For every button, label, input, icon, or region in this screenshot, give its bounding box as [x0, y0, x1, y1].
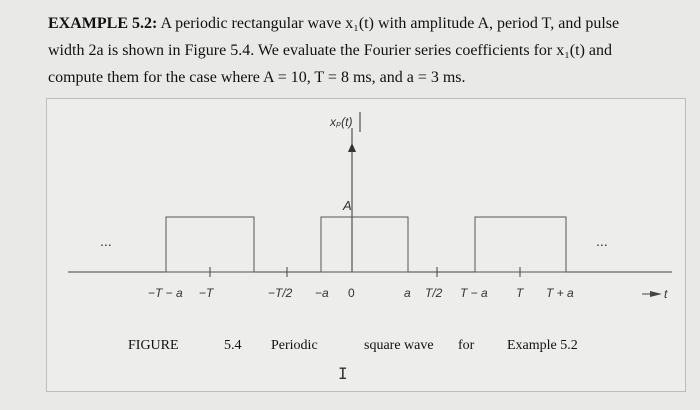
caption-square-wave: square wave — [364, 338, 434, 353]
text-cursor-icon: I — [338, 364, 348, 383]
caption-example-ref: Example 5.2 — [507, 338, 578, 353]
y-axis-label: xₚ(t) — [330, 115, 353, 129]
paragraph-line-2: width 2a is shown in Figure 5.4. We evaluate the Fourier series coefficients for x₁(t) and — [48, 42, 612, 59]
caption-figure-number: 5.4 — [224, 338, 242, 353]
tick-label-a: a — [404, 286, 411, 300]
y-axis-arrow-icon — [348, 143, 356, 152]
pulse-left — [166, 217, 254, 272]
amplitude-label: A — [343, 198, 352, 213]
tick-label-neg-T-minus-a: −T − a — [148, 286, 183, 300]
tick-label-T-half: T/2 — [425, 286, 443, 300]
ellipsis-left: ... — [100, 233, 112, 249]
tick-label-neg-T-half: −T/2 — [268, 286, 293, 300]
caption-periodic: Periodic — [271, 338, 318, 353]
caption-figure-word: FIGURE — [128, 338, 179, 353]
example-heading: EXAMPLE 5.2: — [48, 15, 158, 32]
pulse-right — [475, 217, 566, 272]
paragraph-line-3: compute them for the case where A = 10, T = 8 ms, and a = 3 ms. — [48, 69, 466, 86]
tick-label-T: T — [516, 286, 524, 300]
tick-label-T-minus-a: T − a — [460, 286, 488, 300]
tick-label-neg-T: −T — [199, 286, 214, 300]
caption-for: for — [458, 338, 475, 353]
paragraph-line-1-text: A periodic rectangular wave x₁(t) with amplitude A, period T, and pulse — [160, 15, 620, 32]
ellipsis-right: ... — [596, 233, 608, 249]
tick-label-T-plus-a: T + a — [546, 286, 574, 300]
x-axis-label: t — [664, 287, 668, 301]
pulse-center — [321, 217, 408, 272]
tick-label-neg-a: −a — [315, 286, 329, 300]
tick-label-zero: 0 — [348, 286, 355, 300]
